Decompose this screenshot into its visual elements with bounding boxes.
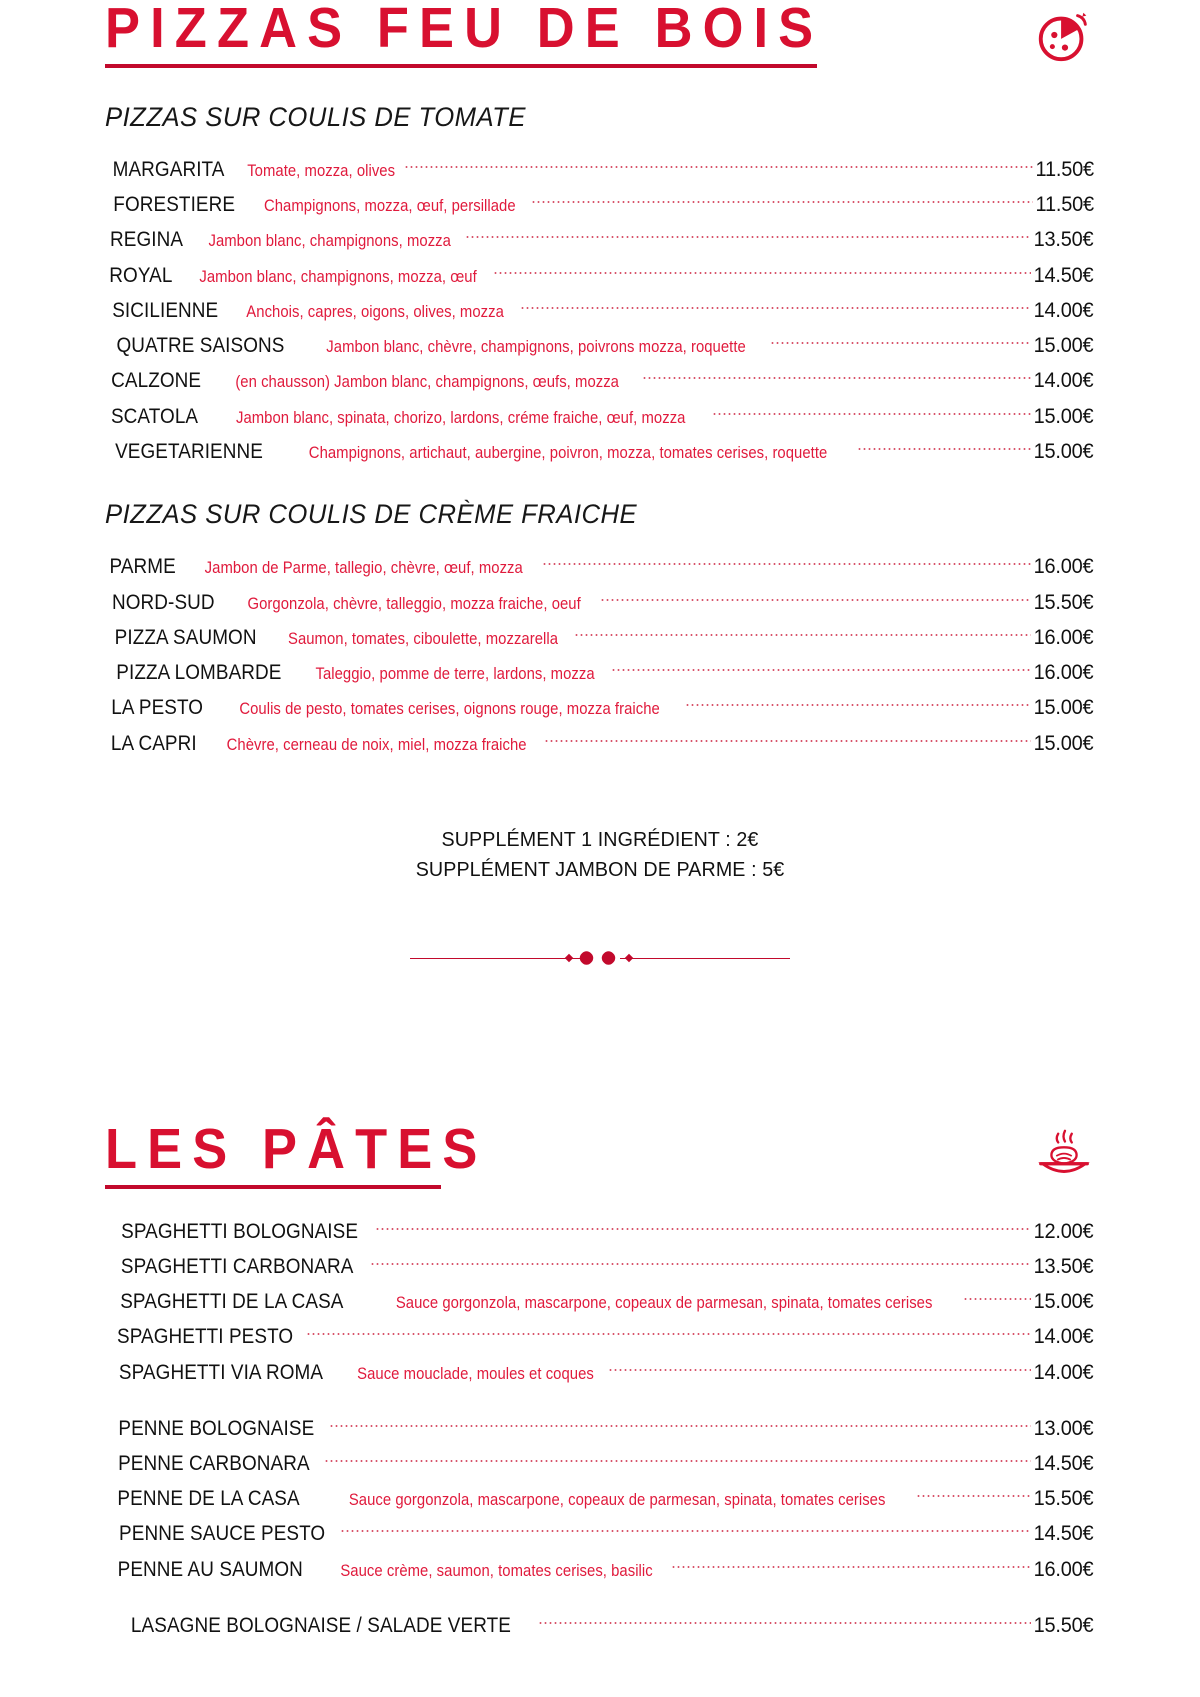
item-name: VEGETARIENNE: [115, 438, 263, 463]
menu-item-la-pesto[interactable]: [105, 693, 1095, 722]
item-price: 16.00€: [1033, 555, 1094, 579]
item-name: CALZONE: [111, 368, 202, 393]
item-description: Chèvre, cerneau de noix, miel, mozza fraiche: [226, 735, 527, 754]
item-name: SPAGHETTI VIA ROMA: [118, 1359, 324, 1384]
item-description: Champignons, mozza, œuf, persillade: [264, 197, 517, 216]
item-price: 15.00€: [1033, 696, 1094, 720]
item-description: Jambon blanc, spinata, chorizo, lardons, créme fraiche, œuf, mozza: [236, 408, 686, 427]
item-name: SPAGHETTI PESTO: [117, 1324, 294, 1349]
menu-item-forestiere[interactable]: [105, 190, 1095, 219]
menu-item-regina[interactable]: [105, 225, 1095, 254]
dot-leader: [538, 1618, 1031, 1628]
menu-item-parme[interactable]: [105, 552, 1095, 581]
title-underline-pizzas: [105, 64, 817, 68]
menu-item-penne-carbonara[interactable]: [105, 1449, 1095, 1478]
page-title-pizzas: PIZZAS FEU DE BOIS: [105, 0, 824, 60]
dot-leader: [370, 1259, 1031, 1269]
dot-leader: [306, 1329, 1031, 1339]
item-name: FORESTIERE: [113, 192, 236, 217]
item-name: PENNE BOLOGNAISE: [118, 1415, 315, 1440]
menu-item-nord-sud[interactable]: [105, 588, 1095, 617]
dot-leader: [544, 736, 1031, 746]
item-price: 14.00€: [1033, 298, 1094, 322]
dot-leader: [963, 1294, 1031, 1304]
item-price: 15.00€: [1033, 731, 1094, 755]
item-description: Sauce gorgonzola, mascarpone, copeaux de parmesan, spinata, tomates cerises: [395, 1294, 933, 1313]
menu-item-lasagne-bolognaise[interactable]: [105, 1611, 1095, 1640]
dot-leader: [671, 1562, 1031, 1572]
title-underline-pates: [105, 1185, 441, 1189]
item-description: Coulis de pesto, tomates cerises, oignons rouge, mozza fraiche: [239, 700, 661, 719]
page-title-pates: LES PÂTES: [105, 1116, 488, 1181]
menu-item-scatola[interactable]: [105, 402, 1095, 431]
item-description: Jambon de Parme, tallegio, chèvre, œuf, mozza: [205, 559, 524, 578]
item-name: PARME: [109, 554, 176, 579]
menu-item-spaghetti-carbonara[interactable]: [105, 1252, 1095, 1281]
item-price: 14.50€: [1033, 1452, 1094, 1476]
dot-leader: [712, 409, 1031, 419]
menu-item-spaghetti-de-la-casa[interactable]: [105, 1287, 1095, 1316]
item-price: 15.50€: [1033, 1487, 1094, 1511]
item-name: ROYAL: [109, 262, 173, 287]
menu-item-la-capri[interactable]: [105, 729, 1095, 758]
supplement-jambon-parme: SUPPLÉMENT JAMBON DE PARME : 5€: [415, 858, 785, 881]
dot-leader: [465, 232, 1031, 242]
dot-leader: [916, 1491, 1031, 1501]
item-name: SPAGHETTI CARBONARA: [120, 1253, 354, 1278]
item-name: SCATOLA: [110, 403, 199, 428]
ornament-center: [550, 950, 650, 966]
item-description: Sauce mouclade, moules et coques: [357, 1364, 594, 1383]
pates-penne-list: [105, 1414, 1095, 1584]
menu-item-pizza-lombarde[interactable]: [105, 658, 1095, 687]
menu-item-pizza-saumon[interactable]: [105, 623, 1095, 652]
item-name: PENNE AU SAUMON: [117, 1556, 303, 1581]
item-name: PENNE DE LA CASA: [117, 1486, 300, 1511]
pizza-slice-icon: [1033, 4, 1095, 66]
item-name: SPAGHETTI DE LA CASA: [120, 1289, 344, 1314]
item-price: 16.00€: [1033, 661, 1094, 685]
menu-item-spaghetti-bolognaise[interactable]: [105, 1217, 1095, 1246]
pasta-bowl-icon: [1033, 1125, 1095, 1187]
dot-leader: [574, 630, 1031, 640]
menu-item-royal[interactable]: [105, 261, 1095, 290]
item-name: MARGARITA: [112, 157, 225, 181]
item-name: LASAGNE BOLOGNAISE / SALADE VERTE: [130, 1612, 511, 1637]
section-pizzas-header: [105, 0, 1095, 68]
dot-leader: [642, 373, 1031, 383]
menu-item-quatre-saisons[interactable]: [105, 331, 1095, 360]
menu-item-sicilienne[interactable]: [105, 296, 1095, 325]
dot-leader: [608, 1365, 1031, 1375]
item-description: Tomate, mozza, olives: [247, 162, 396, 180]
ornament-tip-left: [565, 953, 573, 961]
item-price: 16.00€: [1033, 625, 1094, 649]
dot-leader: [404, 162, 1032, 172]
supplements-block: [105, 825, 1095, 884]
dot-leader: [340, 1526, 1031, 1536]
dot-leader: [770, 338, 1031, 348]
item-price: 13.50€: [1033, 228, 1094, 252]
dot-leader: [375, 1224, 1031, 1234]
pizza-creme-list: [105, 552, 1095, 757]
pates-spaghetti-list: [105, 1217, 1095, 1387]
item-name: NORD-SUD: [112, 589, 215, 614]
ornament-lozenge-left: [577, 949, 595, 967]
item-name: PIZZA SAUMON: [114, 624, 257, 649]
dot-leader: [531, 197, 1033, 207]
item-price: 14.50€: [1033, 1522, 1094, 1546]
item-price: 14.00€: [1033, 369, 1094, 393]
item-description: Taleggio, pomme de terre, lardons, mozza: [315, 665, 595, 684]
item-price: 15.00€: [1033, 1290, 1094, 1314]
item-price: 15.50€: [1033, 1613, 1094, 1637]
dot-leader: [611, 665, 1031, 675]
item-price: 14.00€: [1033, 1325, 1094, 1349]
item-description: Jambon blanc, champignons, mozza, œuf: [199, 267, 477, 286]
dot-leader: [329, 1421, 1031, 1431]
dot-leader: [520, 303, 1031, 313]
menu-item-spaghetti-via-roma[interactable]: [105, 1358, 1095, 1387]
menu-item-margarita[interactable]: [105, 155, 1095, 184]
dot-leader: [542, 559, 1031, 569]
item-price: 12.00€: [1033, 1219, 1094, 1243]
dot-leader: [600, 595, 1031, 605]
supplement-ingredient: SUPPLÉMENT 1 INGRÉDIENT : 2€: [441, 828, 759, 852]
menu-item-penne-de-la-casa[interactable]: [105, 1484, 1095, 1513]
item-description: Gorgonzola, chèvre, talleggio, mozza fraiche, oeuf: [247, 594, 581, 613]
subtitle-coulis-tomate: PIZZAS SUR COULIS DE TOMATE: [105, 102, 526, 132]
menu-item-penne-bolognaise[interactable]: [105, 1414, 1095, 1443]
item-description: Jambon blanc, chèvre, champignons, poivrons mozza, roquette: [326, 338, 746, 357]
menu-item-penne-au-saumon[interactable]: [105, 1555, 1095, 1584]
item-name: SPAGHETTI BOLOGNAISE: [121, 1218, 359, 1243]
item-name: PIZZA LOMBARDE: [116, 660, 282, 685]
item-description: Saumon, tomates, ciboulette, mozzarella: [288, 629, 559, 648]
item-name: LA PESTO: [111, 695, 204, 720]
dot-leader: [685, 700, 1031, 710]
item-price: 11.50€: [1035, 158, 1094, 181]
ornament-lozenge-right: [599, 949, 617, 967]
item-name: PENNE SAUCE PESTO: [119, 1521, 326, 1546]
item-description: Sauce crème, saumon, tomates cerises, basilic: [339, 1561, 653, 1580]
menu-item-vegetarienne[interactable]: [105, 437, 1095, 466]
dot-leader: [857, 444, 1031, 454]
item-price: 15.00€: [1033, 334, 1094, 358]
group-separator: [105, 1393, 1095, 1414]
item-name: REGINA: [109, 227, 184, 252]
group-separator: [105, 1590, 1095, 1611]
subtitle-coulis-creme-fraiche: PIZZAS SUR COULIS DE CRÈME FRAICHE: [105, 499, 638, 530]
pates-lasagne-list: [105, 1611, 1095, 1640]
dot-leader: [493, 268, 1031, 278]
item-description: Anchois, capres, oigons, olives, mozza: [246, 302, 505, 321]
menu-item-spaghetti-pesto[interactable]: [105, 1322, 1095, 1351]
item-price: 14.00€: [1033, 1360, 1094, 1384]
item-price: 14.50€: [1033, 263, 1094, 287]
ornament-tip-right: [625, 953, 633, 961]
ornament-divider: [410, 947, 790, 969]
menu-item-penne-sauce-pesto[interactable]: [105, 1519, 1095, 1548]
item-price: 15.00€: [1033, 404, 1094, 428]
item-description: Champignons, artichaut, aubergine, poivron, mozza, tomates cerises, roquette: [308, 443, 828, 462]
item-description: Sauce gorgonzola, mascarpone, copeaux de parmesan, spinata, tomates cerises: [348, 1491, 886, 1510]
item-price: 16.00€: [1033, 1557, 1094, 1581]
section-pates-header: [105, 1116, 1095, 1189]
item-description: Jambon blanc, champignons, mozza: [208, 232, 451, 251]
item-name: SICILIENNE: [112, 297, 219, 322]
pizza-tomate-list: [105, 155, 1095, 465]
dot-leader: [324, 1456, 1031, 1466]
item-description: (en chausson) Jambon blanc, champignons, œufs, mozza: [235, 373, 620, 392]
item-price: 15.50€: [1033, 590, 1094, 614]
item-price: 15.00€: [1033, 439, 1094, 463]
item-name: LA CAPRI: [110, 730, 197, 755]
item-price: 13.50€: [1033, 1254, 1094, 1278]
item-name: QUATRE SAISONS: [116, 333, 285, 358]
item-price: 13.00€: [1033, 1416, 1094, 1440]
item-price: 11.50€: [1035, 193, 1094, 217]
menu-item-calzone[interactable]: [105, 366, 1095, 395]
item-name: PENNE CARBONARA: [118, 1451, 310, 1476]
